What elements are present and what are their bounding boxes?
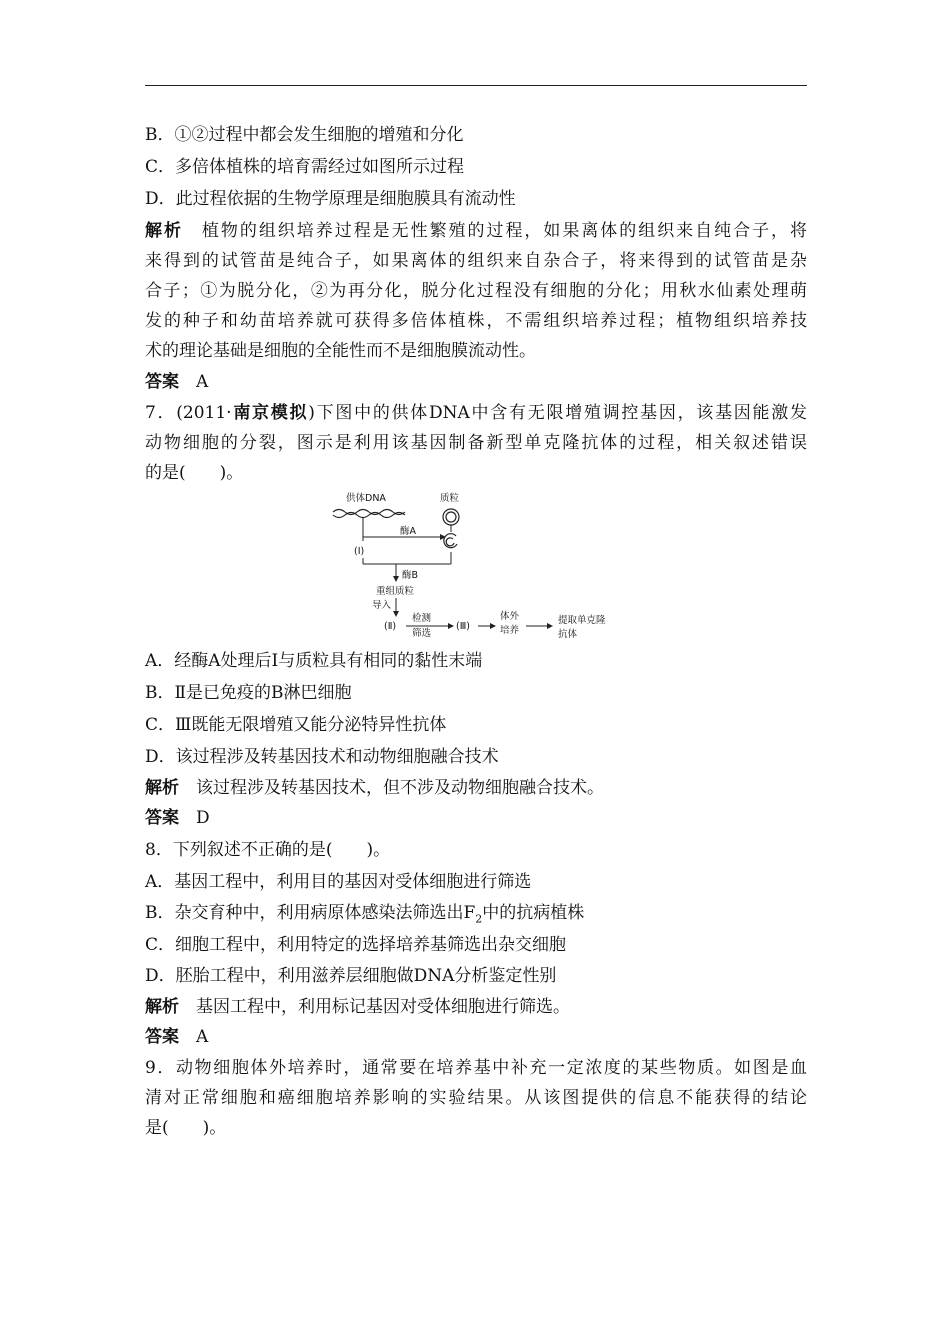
q6-analysis-line-5: 术的理论基础是细胞的全能性而不是细胞膜流动性。 (145, 341, 536, 361)
q7-stem-line-1 (145, 403, 807, 423)
enzyme-b-label: 酶B (402, 570, 419, 581)
q6-analysis-text-1: 植物的组织培养过程是无性繁殖的过程，如果离体的组织来自纯合子，将 (182, 221, 808, 241)
q9-stem-line-2: 清对正常细胞和癌细胞培养影响的实验结果。从该图提供的信息不能获得的结论 (145, 1088, 807, 1108)
q8-stem: 8．下列叙述不正确的是( )。 (145, 840, 391, 860)
detect-arrowhead (448, 623, 454, 629)
header-rule (145, 85, 807, 86)
q6-answer-value: A (179, 372, 209, 392)
q7-stem-line-3: 的是( )。 (145, 463, 244, 483)
in-vitro-label: 体外 (500, 611, 520, 622)
antibody-label: 抗体 (558, 629, 578, 640)
analysis-label: 解析 (145, 778, 179, 798)
q8-analysis (145, 997, 570, 1017)
q6-option-c: C．多倍体植株的培育需经过如图所示过程 (145, 157, 465, 177)
analysis-label: 解析 (145, 997, 179, 1017)
cut-plasmid-inner (446, 538, 454, 546)
q6-analysis-line-4: 发的种子和幼苗培养就可获得多倍体植株，不需组织培养过程；植物组织培养技 (145, 311, 807, 331)
q7-stem-rest: )下图中的供体DNA中含有无限增殖调控基因，该基因能激发 (308, 403, 808, 423)
q6-answer (145, 372, 208, 392)
plasmid-ring-inner (446, 512, 456, 522)
q8-option-b-sub: 2 (475, 912, 483, 926)
stage-2-label: (Ⅱ) (384, 621, 397, 632)
q7-analysis (145, 778, 604, 798)
enzyme-b-arrowhead (393, 576, 399, 582)
answer-label: 答案 (145, 1027, 179, 1047)
culture-label: 培养 (500, 625, 520, 636)
introduce-arrowhead (393, 611, 399, 617)
extract-label: 提取单克隆 (558, 615, 606, 626)
answer-label: 答案 (145, 372, 179, 392)
donor-dna-label: 供体DNA (346, 493, 386, 504)
q8-option-c: C．细胞工程中，利用特定的选择培养基筛选出杂交细胞 (145, 935, 567, 955)
q8-answer-value: A (179, 1027, 209, 1047)
q8-option-d: D．胚胎工程中，利用滋养层细胞做DNA分析鉴定性别 (145, 966, 557, 986)
enzyme-a-label: 酶A (400, 526, 416, 537)
culture-arrowhead (547, 623, 553, 629)
q7-stem-line-2: 动物细胞的分裂，图示是利用该基因制备新型单克隆抗体的过程，相关叙述错误 (145, 433, 807, 453)
q7-analysis-text: 该过程涉及转基因技术，但不涉及动物细胞融合技术。 (179, 778, 604, 798)
q8-option-b-post: 中的抗病植株 (482, 903, 585, 923)
q6-option-b: B．①②过程中都会发生细胞的增殖和分化 (145, 125, 464, 145)
answer-label: 答案 (145, 808, 179, 828)
q8-analysis-text: 基因工程中，利用标记基因对受体细胞进行筛选。 (179, 997, 570, 1017)
q7-stem-prefix: 7．(2011· (145, 403, 232, 423)
recombinant-plasmid-label: 重组质粒 (376, 586, 415, 597)
q8-option-a: A．基因工程中，利用目的基因对受体细胞进行筛选 (145, 872, 532, 892)
q7-answer-value: D (179, 808, 210, 828)
screen-label: 筛选 (412, 628, 432, 639)
q9-stem-line-3: 是( )。 (145, 1118, 227, 1138)
introduce-label: 导入 (372, 600, 392, 611)
q7-option-c: C．Ⅲ既能无限增殖又能分泌特异性抗体 (145, 715, 447, 735)
q6-analysis-line-3: 合子；①为脱分化，②为再分化，脱分化过程没有细胞的分化；用秋水仙素处理萌 (145, 281, 807, 301)
q9-stem-line-1: 9．动物细胞体外培养时，通常要在培养基中补充一定浓度的某些物质。如图是血 (145, 1058, 807, 1078)
q8-option-b (145, 903, 584, 929)
stage-1-label: (Ⅰ) (354, 546, 365, 557)
q7-option-d: D．该过程涉及转基因技术和动物细胞融合技术 (145, 747, 499, 767)
q7-source: 南京模拟 (231, 403, 309, 423)
detect-label: 检测 (412, 613, 432, 624)
q6-analysis-line-2: 来得到的试管苗是纯合子，如果离体的组织来自杂合子，将来得到的试管苗是杂 (145, 251, 807, 271)
q8-answer (145, 1027, 208, 1047)
q6-analysis-line-1 (145, 221, 807, 241)
analysis-label: 解析 (145, 221, 183, 241)
q8-option-b-pre: B．杂交育种中，利用病原体感染法筛选出F (145, 903, 476, 923)
monoclonal-antibody-diagram (330, 488, 625, 643)
stage-3-label: (Ⅲ) (456, 621, 470, 632)
q6-option-d: D．此过程依据的生物学原理是细胞膜具有流动性 (145, 189, 516, 209)
q7-option-b: B．Ⅱ是已免疫的B淋巴细胞 (145, 683, 352, 703)
q7-answer (145, 808, 210, 828)
stage-3-arrowhead (490, 623, 496, 629)
q7-option-a: A．经酶A处理后Ⅰ与质粒具有相同的黏性末端 (145, 651, 483, 671)
plasmid-label: 质粒 (440, 493, 460, 504)
